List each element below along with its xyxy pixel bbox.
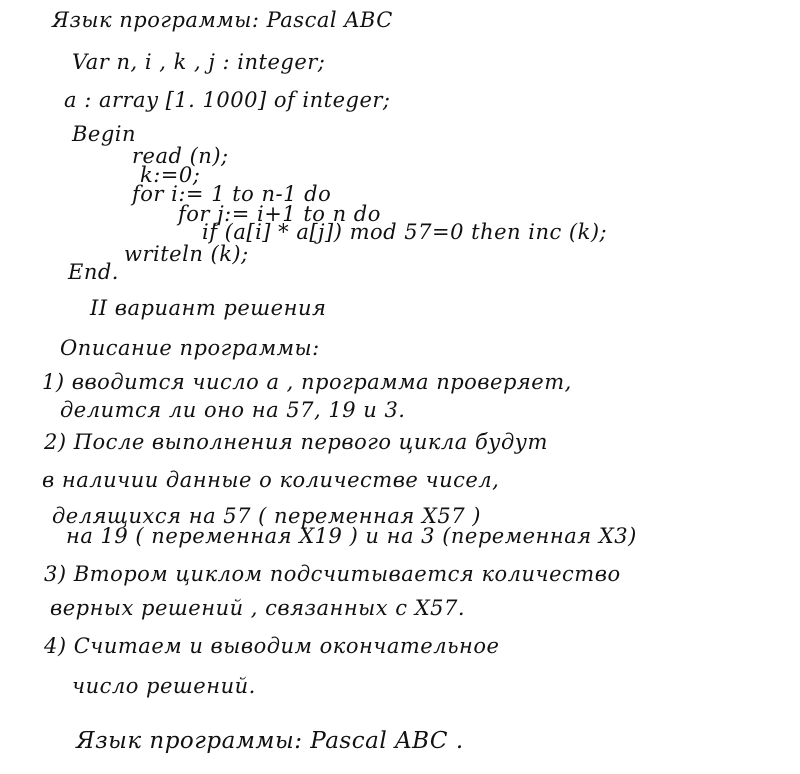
desc-p2-line4: на 19 ( переменная X19 ) и на 3 (переменная X3) (66, 524, 637, 548)
code-line-if: if (a[i] * a[j]) mod 57=0 then inc (k); (202, 220, 608, 244)
code-line-end: End. (68, 260, 119, 284)
desc-p1-line2: делится ли оно на 57, 19 и 3. (60, 398, 406, 422)
code-line-begin: Begin (72, 122, 137, 146)
desc-p4-line2: число решений. (72, 674, 256, 698)
code-line-k-init: k:=0; (140, 163, 201, 187)
desc-p4-line1: 4) Считаем и выводим окончательное (44, 634, 500, 658)
desc-p2-line1: 2) После выполнения первого цикла будут (44, 430, 548, 454)
language-footer: Язык программы: Pascal ABC . (76, 728, 464, 754)
desc-p3-line2: верных решений , связанных с X57. (50, 596, 466, 620)
desc-p3-line1: 3) Втором циклом подсчитывается количество (44, 562, 621, 586)
code-line-array: a : array [1. 1000] of integer; (64, 88, 391, 112)
language-header: Язык программы: Pascal ABC (52, 8, 393, 32)
desc-p2-line3: делящихся на 57 ( переменная X57 ) (52, 504, 482, 528)
code-line-var: Var n, i , k , j : integer; (72, 50, 326, 74)
code-line-for-j: for j:= i+1 to n do (178, 202, 381, 226)
variant-title: II вариант решения (90, 296, 327, 320)
desc-p1-line1: 1) вводится число а , программа проверяет, (42, 370, 572, 394)
code-line-for-i: for i:= 1 to n-1 do (132, 182, 332, 206)
code-line-writeln: writeln (k); (124, 242, 249, 266)
desc-p2-line2: в наличии данные о количестве чисел, (42, 468, 500, 492)
code-line-read: read (n); (132, 144, 229, 168)
variant-subtitle: Описание программы: (60, 336, 320, 360)
